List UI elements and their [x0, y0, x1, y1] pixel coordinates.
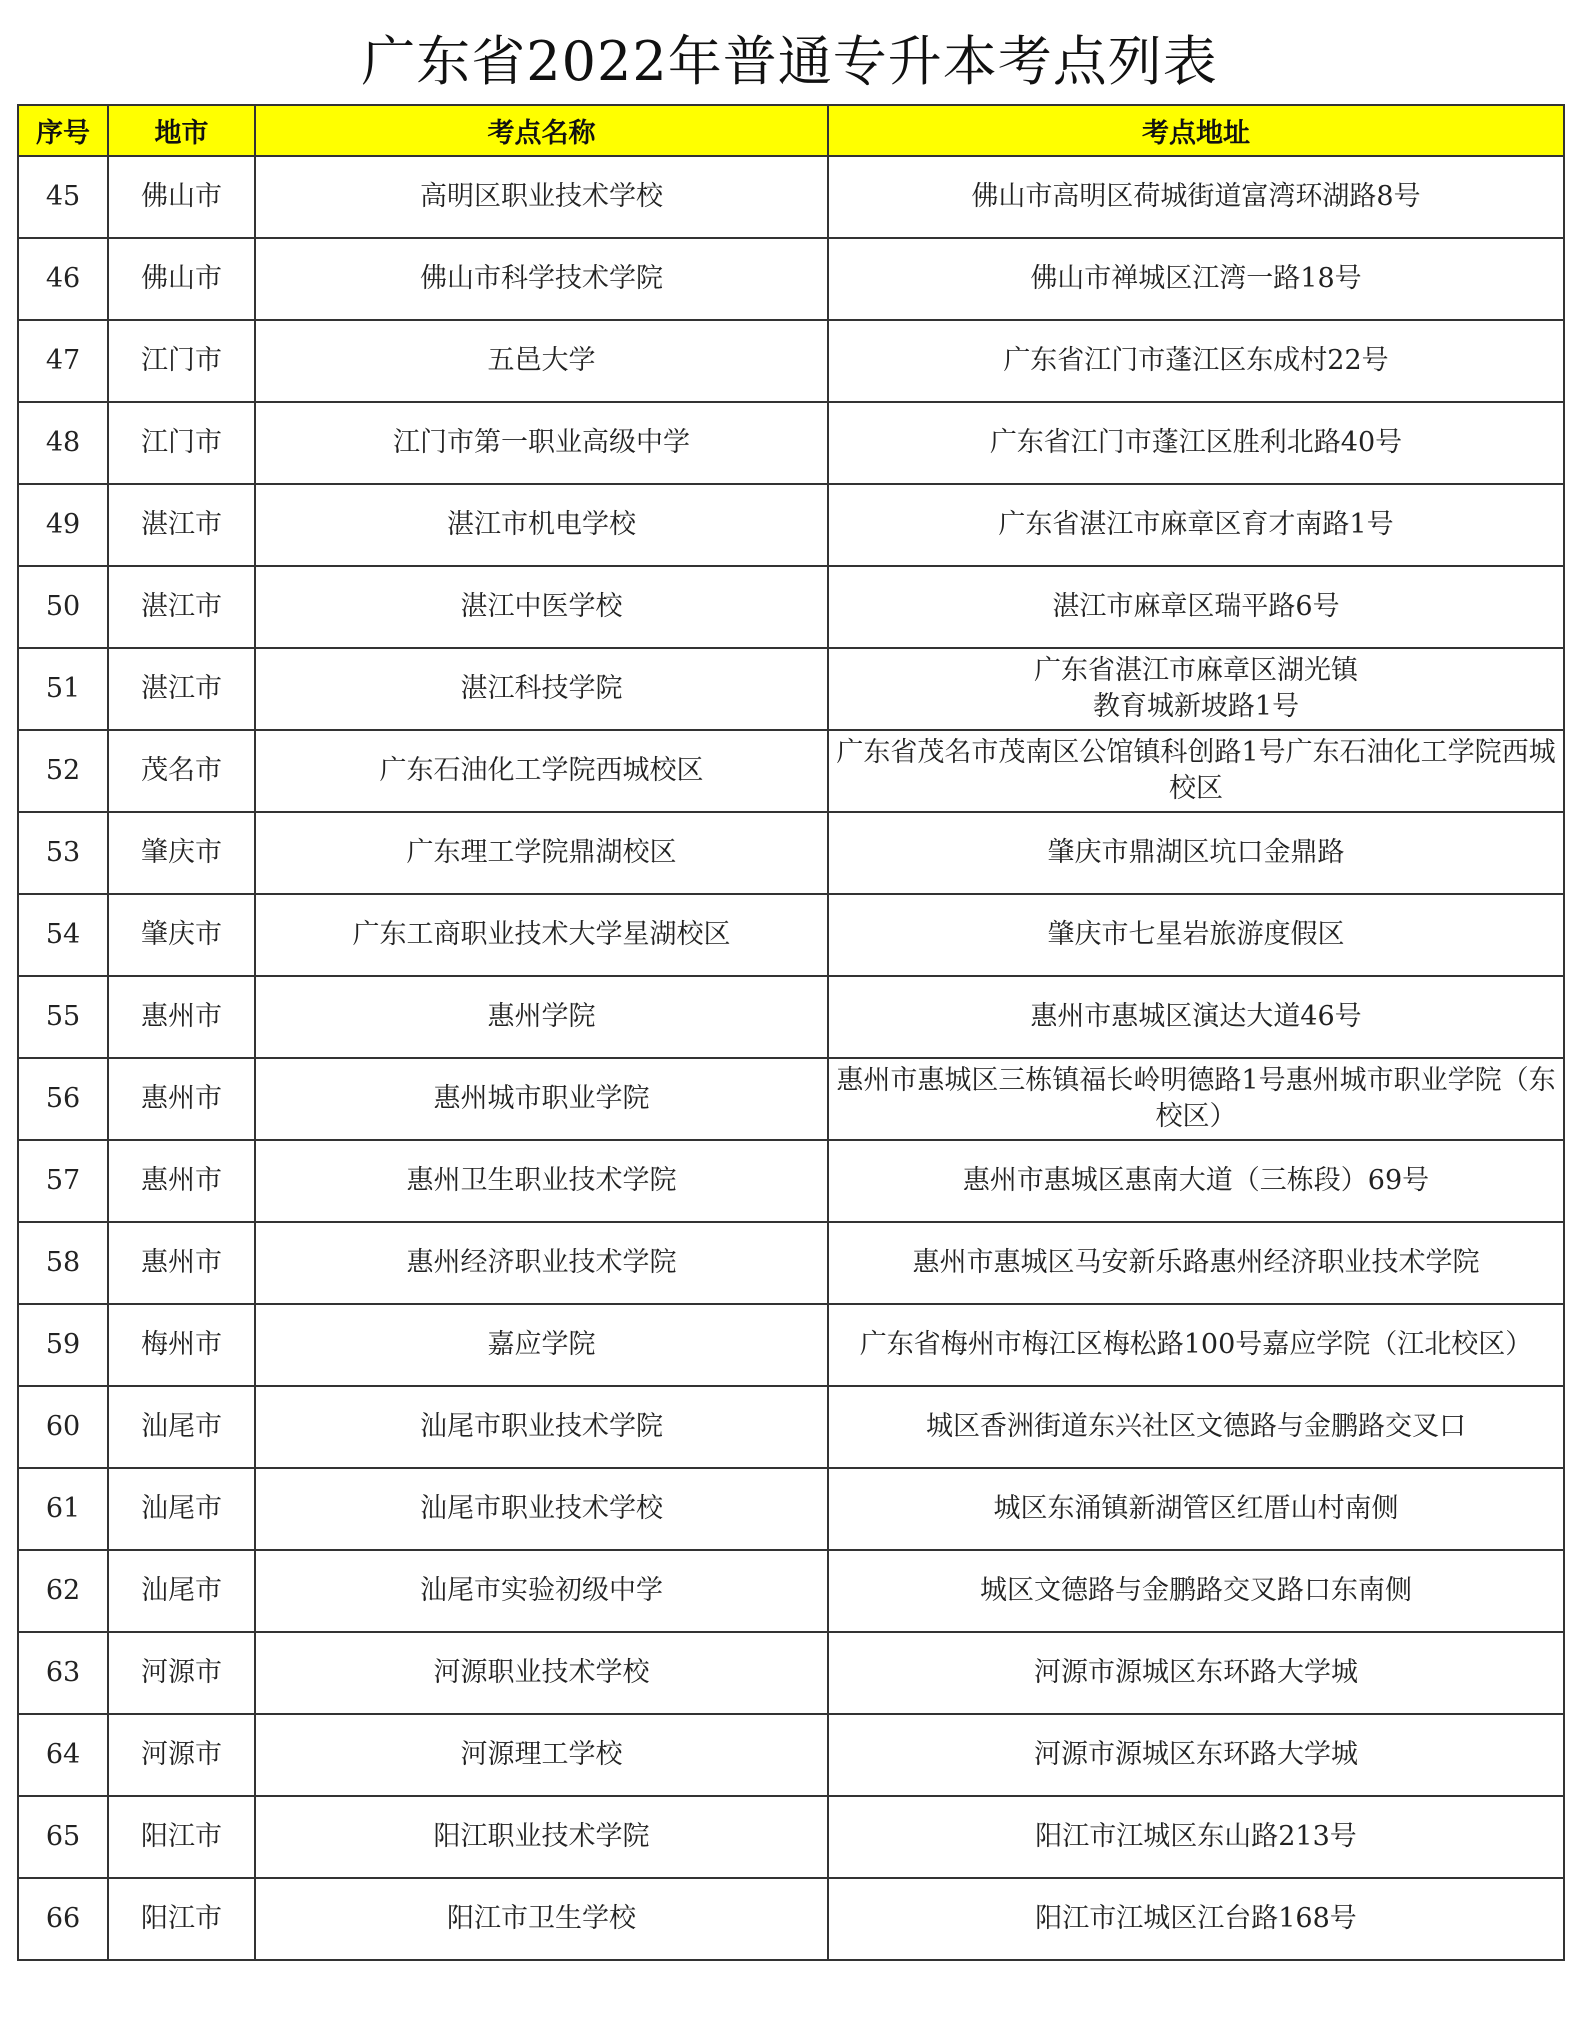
table-row — [18, 1468, 1564, 1550]
table-row — [18, 1632, 1564, 1714]
cell-no: 56 — [18, 1058, 108, 1140]
cell-city: 佛山市 — [108, 156, 255, 238]
cell-name: 河源理工学校 — [255, 1714, 828, 1796]
table-row — [18, 320, 1564, 402]
cell-city: 梅州市 — [108, 1304, 255, 1386]
cell-name: 阳江职业技术学院 — [255, 1796, 828, 1878]
cell-city: 湛江市 — [108, 484, 255, 566]
cell-no: 57 — [18, 1140, 108, 1222]
table-row — [18, 1140, 1564, 1222]
cell-no: 47 — [18, 320, 108, 402]
cell-address: 城区东涌镇新湖管区红厝山村南侧 — [828, 1468, 1564, 1550]
cell-name: 汕尾市实验初级中学 — [255, 1550, 828, 1632]
cell-city: 河源市 — [108, 1714, 255, 1796]
cell-address: 惠州市惠城区惠南大道（三栋段）69号 — [828, 1140, 1564, 1222]
table-row — [18, 648, 1564, 730]
table-row — [18, 1714, 1564, 1796]
cell-no: 54 — [18, 894, 108, 976]
header-row — [18, 105, 1564, 156]
cell-name: 广东工商职业技术大学星湖校区 — [255, 894, 828, 976]
cell-no: 52 — [18, 730, 108, 812]
cell-address: 河源市源城区东环路大学城 — [828, 1632, 1564, 1714]
cell-address: 广东省梅州市梅江区梅松路100号嘉应学院（江北校区） — [828, 1304, 1564, 1386]
cell-name: 佛山市科学技术学院 — [255, 238, 828, 320]
cell-address: 广东省江门市蓬江区东成村22号 — [828, 320, 1564, 402]
cell-name: 惠州学院 — [255, 976, 828, 1058]
cell-address: 惠州市惠城区演达大道46号 — [828, 976, 1564, 1058]
cell-city: 汕尾市 — [108, 1550, 255, 1632]
cell-address: 阳江市江城区东山路213号 — [828, 1796, 1564, 1878]
cell-no: 48 — [18, 402, 108, 484]
cell-city: 佛山市 — [108, 238, 255, 320]
cell-address: 广东省江门市蓬江区胜利北路40号 — [828, 402, 1564, 484]
cell-no: 49 — [18, 484, 108, 566]
table-row — [18, 484, 1564, 566]
table-body — [18, 156, 1564, 1960]
header-no: 序号 — [18, 105, 108, 156]
cell-city: 茂名市 — [108, 730, 255, 812]
cell-address: 佛山市禅城区江湾一路18号 — [828, 238, 1564, 320]
cell-name: 湛江市机电学校 — [255, 484, 828, 566]
cell-name: 广东理工学院鼎湖校区 — [255, 812, 828, 894]
cell-no: 58 — [18, 1222, 108, 1304]
table-row — [18, 812, 1564, 894]
cell-address: 城区香洲街道东兴社区文德路与金鹏路交叉口 — [828, 1386, 1564, 1468]
cell-city: 汕尾市 — [108, 1386, 255, 1468]
cell-address: 惠州市惠城区马安新乐路惠州经济职业技术学院 — [828, 1222, 1564, 1304]
cell-no: 50 — [18, 566, 108, 648]
cell-address: 惠州市惠城区三栋镇福长岭明德路1号惠州城市职业学院（东校区） — [828, 1058, 1564, 1140]
cell-no: 62 — [18, 1550, 108, 1632]
table-row — [18, 894, 1564, 976]
cell-no: 53 — [18, 812, 108, 894]
page-title: 广东省2022年普通专升本考点列表 — [361, 30, 1218, 93]
table-row — [18, 1386, 1564, 1468]
cell-address: 肇庆市七星岩旅游度假区 — [828, 894, 1564, 976]
cell-city: 江门市 — [108, 402, 255, 484]
cell-address: 河源市源城区东环路大学城 — [828, 1714, 1564, 1796]
cell-city: 湛江市 — [108, 566, 255, 648]
cell-name: 汕尾市职业技术学校 — [255, 1468, 828, 1550]
cell-address: 城区文德路与金鹏路交叉路口东南侧 — [828, 1550, 1564, 1632]
cell-name: 嘉应学院 — [255, 1304, 828, 1386]
cell-city: 惠州市 — [108, 1058, 255, 1140]
cell-address: 肇庆市鼎湖区坑口金鼎路 — [828, 812, 1564, 894]
table-row — [18, 1796, 1564, 1878]
table-row — [18, 238, 1564, 320]
cell-name: 湛江中医学校 — [255, 566, 828, 648]
cell-city: 肇庆市 — [108, 894, 255, 976]
cell-no: 51 — [18, 648, 108, 730]
cell-address: 广东省茂名市茂南区公馆镇科创路1号广东石油化工学院西城校区 — [828, 730, 1564, 812]
cell-no: 59 — [18, 1304, 108, 1386]
cell-no: 46 — [18, 238, 108, 320]
table-row — [18, 1304, 1564, 1386]
cell-name: 广东石油化工学院西城校区 — [255, 730, 828, 812]
cell-name: 惠州城市职业学院 — [255, 1058, 828, 1140]
table-row — [18, 1878, 1564, 1960]
cell-city: 汕尾市 — [108, 1468, 255, 1550]
cell-name: 湛江科技学院 — [255, 648, 828, 730]
cell-name: 五邑大学 — [255, 320, 828, 402]
table-row — [18, 1222, 1564, 1304]
table-row — [18, 1550, 1564, 1632]
cell-name: 江门市第一职业高级中学 — [255, 402, 828, 484]
cell-address: 湛江市麻章区瑞平路6号 — [828, 566, 1564, 648]
cell-no: 60 — [18, 1386, 108, 1468]
cell-no: 55 — [18, 976, 108, 1058]
header-address: 考点地址 — [828, 105, 1564, 156]
cell-address: 阳江市江城区江台路168号 — [828, 1878, 1564, 1960]
cell-name: 汕尾市职业技术学院 — [255, 1386, 828, 1468]
table-row — [18, 1058, 1564, 1140]
cell-no: 66 — [18, 1878, 108, 1960]
header-city: 地市 — [108, 105, 255, 156]
cell-city: 阳江市 — [108, 1796, 255, 1878]
cell-city: 阳江市 — [108, 1878, 255, 1960]
cell-name: 阳江市卫生学校 — [255, 1878, 828, 1960]
cell-city: 惠州市 — [108, 1140, 255, 1222]
cell-city: 惠州市 — [108, 1222, 255, 1304]
table-row — [18, 730, 1564, 812]
cell-no: 63 — [18, 1632, 108, 1714]
cell-city: 江门市 — [108, 320, 255, 402]
header-name: 考点名称 — [255, 105, 828, 156]
table-row — [18, 402, 1564, 484]
cell-city: 河源市 — [108, 1632, 255, 1714]
table-row — [18, 976, 1564, 1058]
cell-no: 45 — [18, 156, 108, 238]
cell-address: 佛山市高明区荷城街道富湾环湖路8号 — [828, 156, 1564, 238]
exam-site-table — [17, 104, 1565, 1961]
cell-address: 广东省湛江市麻章区湖光镇 教育城新坡路1号 — [828, 648, 1564, 730]
cell-name: 河源职业技术学校 — [255, 1632, 828, 1714]
cell-city: 惠州市 — [108, 976, 255, 1058]
table-row — [18, 156, 1564, 238]
cell-address: 广东省湛江市麻章区育才南路1号 — [828, 484, 1564, 566]
cell-no: 64 — [18, 1714, 108, 1796]
cell-name: 惠州经济职业技术学院 — [255, 1222, 828, 1304]
table-row — [18, 566, 1564, 648]
cell-no: 61 — [18, 1468, 108, 1550]
cell-no: 65 — [18, 1796, 108, 1878]
cell-city: 肇庆市 — [108, 812, 255, 894]
cell-city: 湛江市 — [108, 648, 255, 730]
cell-name: 高明区职业技术学校 — [255, 156, 828, 238]
cell-name: 惠州卫生职业技术学院 — [255, 1140, 828, 1222]
